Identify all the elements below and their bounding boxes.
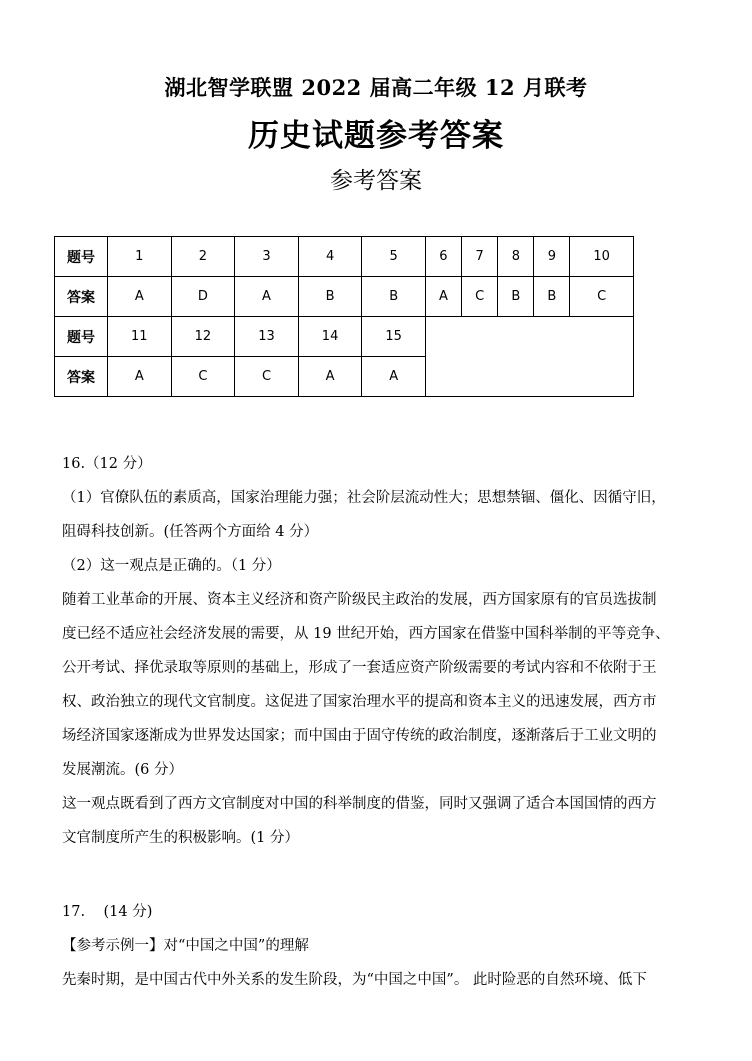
question-number: 4 <box>298 237 362 277</box>
question-16-heading: 16.（12 分） <box>62 456 152 472</box>
question-number: 6 <box>425 237 461 277</box>
answer-table <box>54 236 634 397</box>
answer-letter: A <box>108 357 172 397</box>
paragraph-line: 【参考示例一】对“中国之中国”的理解 <box>62 938 309 954</box>
paragraph-line: （2）这一观点是正确的。（1 分） <box>62 558 281 574</box>
question-number: 13 <box>235 317 299 357</box>
answer-letter: A <box>108 277 172 317</box>
answer-letter: C <box>235 357 299 397</box>
answer-letter: C <box>171 357 235 397</box>
answer-row-1 <box>55 277 634 317</box>
section-title: 参考答案 <box>330 168 422 194</box>
paragraph-line: 阻碍科技创新。(任答两个方面给 4 分） <box>62 524 319 540</box>
question-number: 2 <box>171 237 235 277</box>
answer-letter: A <box>362 357 426 397</box>
question-row-2 <box>55 317 634 357</box>
answer-content <box>62 447 690 997</box>
question-number: 7 <box>461 237 498 277</box>
answer-letter: A <box>298 357 362 397</box>
row-label: 答案 <box>55 277 108 317</box>
question-number: 9 <box>534 237 570 277</box>
answer-letter: C <box>461 277 498 317</box>
paragraph-line: 公开考试、择优录取等原则的基础上，形成了一套适应资产阶级需要的考试内容和不依附于王 <box>62 660 657 676</box>
question-number: 1 <box>108 237 172 277</box>
question-number: 3 <box>235 237 299 277</box>
answer-letter: D <box>171 277 235 317</box>
question-number: 8 <box>498 237 534 277</box>
row-label: 题号 <box>55 237 108 277</box>
answer-letter: B <box>498 277 534 317</box>
question-number: 15 <box>362 317 426 357</box>
paragraph-line: 先秦时期，是中国古代中外关系的发生阶段，为“中国之中国”。 此时险恶的自然环境、低下 <box>62 972 647 988</box>
empty-cell <box>425 317 633 397</box>
row-label: 答案 <box>55 357 108 397</box>
answer-letter: B <box>298 277 362 317</box>
paragraph-line: 文官制度所产生的积极影响。(1 分） <box>62 830 299 846</box>
question-number: 10 <box>570 237 634 277</box>
answer-letter: A <box>235 277 299 317</box>
document-title: 历史试题参考答案 <box>248 118 504 154</box>
question-17-heading: 17. (14 分) <box>62 904 153 920</box>
answer-letter: B <box>362 277 426 317</box>
exam-title: 湖北智学联盟 2022 届高二年级 12 月联考 <box>164 75 588 100</box>
question-number: 5 <box>362 237 426 277</box>
row-label: 题号 <box>55 317 108 357</box>
spacer <box>62 855 690 895</box>
paragraph-line: 随着工业革命的开展、资本主义经济和资产阶级民主政治的发展，西方国家原有的官员选拔制 <box>62 592 657 608</box>
answer-letter: C <box>570 277 634 317</box>
answer-letter: A <box>425 277 461 317</box>
question-row-1 <box>55 237 634 277</box>
paragraph-line: 发展潮流。(6 分） <box>62 762 183 778</box>
paragraph-line: 场经济国家逐渐成为世界发达国家；而中国由于固守传统的政治制度，逐渐落后于工业文明的 <box>62 728 657 744</box>
paragraph-line: 度已经不适应社会经济发展的需要，从 19 世纪开始，西方国家在借鉴中国科举制的平等竞争、 <box>62 626 670 642</box>
question-number: 14 <box>298 317 362 357</box>
question-number: 11 <box>108 317 172 357</box>
paragraph-line: 权、政治独立的现代文官制度。这促进了国家治理水平的提高和资本主义的迅速发展，西方市 <box>62 694 657 710</box>
paragraph-line: 这一观点既看到了西方文官制度对中国的科举制度的借鉴，同时又强调了适合本国国情的西方 <box>62 796 657 812</box>
answer-letter: B <box>534 277 570 317</box>
paragraph-line: （1）官僚队伍的素质高，国家治理能力强；社会阶层流动性大；思想禁锢、僵化、因循守旧， <box>62 490 666 506</box>
question-number: 12 <box>171 317 235 357</box>
